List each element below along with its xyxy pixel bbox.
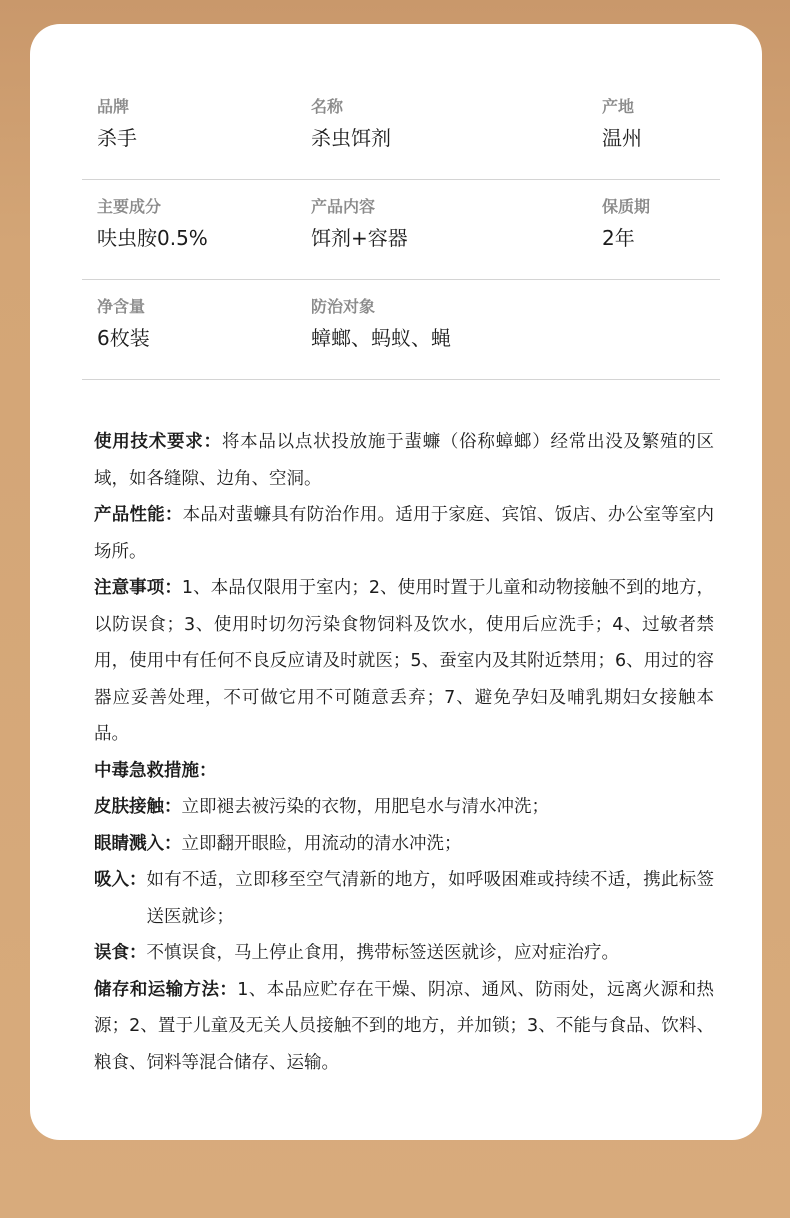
spec-row <box>82 280 720 380</box>
skin-title: 皮肤接触： <box>94 797 182 817</box>
spec-label: 净含量 <box>97 297 146 316</box>
spec-table <box>82 80 720 380</box>
notes-text: 1、本品仅限用于室内；2、使用时置于儿童和动物接触不到的地方，以防误食；3、使用时切勿污染食物饲料及饮水，使用后应洗手；4、过敏者禁用，使用中有任何不良反应请及时就医；5、蚕室内及其附近禁用；6、用过的容器应妥善处理，不可做它用不可随意丢弃；7、避免孕妇及哺乳期妇女接触本品。 <box>94 578 714 744</box>
spec-net-content <box>97 296 150 352</box>
eyes-text: 立即翻开眼睑，用流动的清水冲洗； <box>181 833 462 854</box>
usage-title: 使用技术要求： <box>94 432 222 452</box>
spec-origin <box>602 96 642 152</box>
notes-title: 注意事项： <box>94 578 182 598</box>
spec-value: 2年 <box>602 226 635 250</box>
spec-ingredient <box>97 196 208 252</box>
ingest-text: 不慎误食，马上停止食用，携带标签送医就诊，应对症治疗。 <box>146 943 619 963</box>
storage-paragraph <box>94 972 714 1082</box>
product-info-card <box>30 24 762 1140</box>
spec-label: 保质期 <box>602 197 651 216</box>
spec-brand <box>97 96 137 152</box>
eyes-paragraph <box>94 826 714 863</box>
eyes-title: 眼睛溅入： <box>94 833 182 854</box>
ingest-paragraph <box>94 935 714 972</box>
spec-contents <box>311 196 408 252</box>
spec-value: 饵剂+容器 <box>311 226 408 250</box>
skin-paragraph <box>94 789 714 826</box>
storage-text: 1、本品应贮存在干燥、阴凉、通风、防雨处，远离火源和热源；2、置于儿童及无关人员接触不到的地方，并加锁；3、不能与食品、饮料、粮食、饲料等混合储存、运输。 <box>94 979 714 1073</box>
first-aid-title: 中毒急救措施： <box>94 760 217 781</box>
spec-label: 产地 <box>602 97 635 116</box>
spec-label: 防治对象 <box>311 297 376 316</box>
spec-value: 杀虫饵剂 <box>311 126 391 150</box>
performance-text: 本品对蜚蠊具有防治作用。适用于家庭、宾馆、饭店、办公室等室内场所。 <box>94 505 715 562</box>
spec-targets <box>311 296 451 352</box>
ingest-title: 误食： <box>94 943 147 963</box>
product-description <box>94 424 714 1081</box>
spec-name <box>311 96 391 152</box>
spec-value: 杀手 <box>97 126 137 150</box>
spec-value: 6枚装 <box>97 326 150 350</box>
performance-paragraph <box>94 497 714 570</box>
usage-paragraph <box>94 424 714 497</box>
first-aid-heading <box>94 753 714 790</box>
performance-title: 产品性能： <box>94 505 183 525</box>
storage-title: 储存和运输方法： <box>94 979 238 1000</box>
notes-paragraph <box>94 570 714 753</box>
skin-text: 立即褪去被污染的衣物，用肥皂水与清水冲洗； <box>181 797 549 817</box>
spec-value: 温州 <box>602 126 642 150</box>
spec-row <box>82 80 720 180</box>
spec-row <box>82 180 720 280</box>
inhale-text: 如有不适，立即移至空气清新的地方，如呼吸困难或持续不适，携此标签送医就诊； <box>146 870 714 927</box>
inhale-paragraph <box>94 862 714 935</box>
spec-label: 主要成分 <box>97 197 162 216</box>
spec-label: 名称 <box>311 97 344 116</box>
usage-text: 将本品以点状投放施于蜚蠊（俗称蟑螂）经常出没及繁殖的区域，如各缝隙、边角、空洞。 <box>94 432 715 489</box>
spec-label: 产品内容 <box>311 197 376 216</box>
spec-value: 呋虫胺0.5% <box>97 226 208 250</box>
spec-shelf-life <box>602 196 650 252</box>
inhale-title: 吸入： <box>94 870 147 890</box>
spec-label: 品牌 <box>97 97 130 116</box>
spec-value: 蟑螂、蚂蚁、蝇 <box>311 326 451 350</box>
